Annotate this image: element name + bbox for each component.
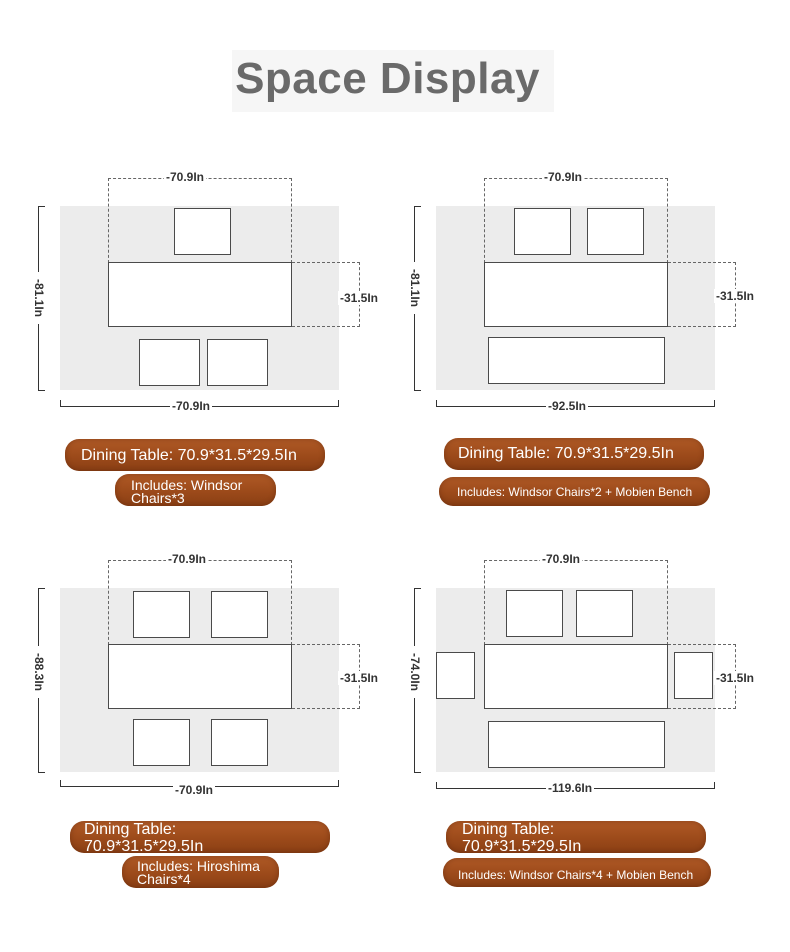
includes-badge — [443, 858, 711, 887]
floor-width-tick — [338, 780, 339, 787]
floor-width-tick — [436, 400, 437, 407]
dining-table — [484, 262, 668, 327]
side-depth-tick — [414, 206, 421, 207]
chair — [587, 208, 644, 255]
side-depth-tick — [414, 390, 421, 391]
floor-width-tick — [60, 780, 61, 787]
side-depth-label: -81.1In — [408, 262, 422, 314]
side-depth-tick — [38, 772, 45, 773]
table-spec-badge — [70, 821, 330, 853]
dining-table — [484, 644, 668, 709]
chair — [174, 208, 231, 255]
chair — [514, 208, 571, 255]
side-depth-label: -88.3In — [32, 646, 46, 698]
floor-width-tick — [338, 400, 339, 407]
floor-width-label: -70.9In — [172, 399, 211, 413]
includes-text: Includes: Windsor Chairs*2 + Mobien Bench — [457, 485, 693, 499]
top-width-label: -70.9In — [168, 552, 207, 566]
table-depth-label: -31.5In — [716, 289, 755, 303]
dining-table — [108, 262, 292, 327]
floor-width-label: -92.5In — [548, 399, 587, 413]
table-spec-text: Dining Table: 70.9*31.5*29.5In — [84, 821, 204, 853]
table-spec-badge — [446, 821, 706, 853]
includes-text: Includes: Windsor Chairs*3 — [131, 477, 243, 506]
includes-text: Includes: Windsor Chairs*4 + Mobien Bench — [458, 868, 694, 882]
table-spec-text: Dining Table: 70.9*31.5*29.5In — [462, 821, 582, 853]
chair — [506, 590, 563, 637]
includes-badge — [122, 856, 279, 888]
chair — [674, 652, 713, 699]
table-spec-text: Dining Table: 70.9*31.5*29.5In — [81, 447, 297, 464]
chair — [139, 339, 200, 386]
floor-width-label: -119.6In — [548, 781, 593, 795]
side-depth-tick — [38, 206, 45, 207]
dining-table — [108, 644, 292, 709]
table-depth-label: -31.5In — [340, 291, 379, 305]
top-width-label: -70.9In — [542, 552, 581, 566]
chair — [576, 590, 633, 637]
page-title: Space Display — [235, 54, 540, 103]
includes-text: Includes: Hiroshima Chairs*4 — [137, 858, 260, 887]
chair — [436, 652, 475, 699]
side-depth-tick — [38, 390, 45, 391]
side-depth-tick — [414, 772, 421, 773]
bench — [488, 337, 665, 384]
includes-badge — [115, 474, 276, 506]
chair — [133, 719, 190, 766]
table-depth-label: -31.5In — [716, 671, 755, 685]
table-spec-text: Dining Table: 70.9*31.5*29.5In — [458, 445, 674, 462]
table-spec-badge — [65, 439, 325, 471]
includes-badge — [439, 477, 710, 506]
chair — [207, 339, 268, 386]
floor-width-tick — [714, 400, 715, 407]
chair — [211, 719, 268, 766]
floor-width-tick — [714, 782, 715, 789]
table-depth-label: -31.5In — [340, 671, 379, 685]
side-depth-label: -81.1In — [32, 272, 46, 324]
top-width-label: -70.9In — [544, 170, 583, 184]
bench — [488, 721, 665, 768]
side-depth-tick — [38, 588, 45, 589]
chair — [133, 591, 190, 638]
side-depth-tick — [414, 588, 421, 589]
floor-width-tick — [60, 400, 61, 407]
top-width-label: -70.9In — [166, 170, 205, 184]
side-depth-label: -74.0In — [408, 646, 422, 698]
chair — [211, 591, 268, 638]
table-spec-badge — [444, 438, 704, 470]
floor-width-tick — [436, 782, 437, 789]
floor-width-label: -70.9In — [175, 783, 214, 797]
